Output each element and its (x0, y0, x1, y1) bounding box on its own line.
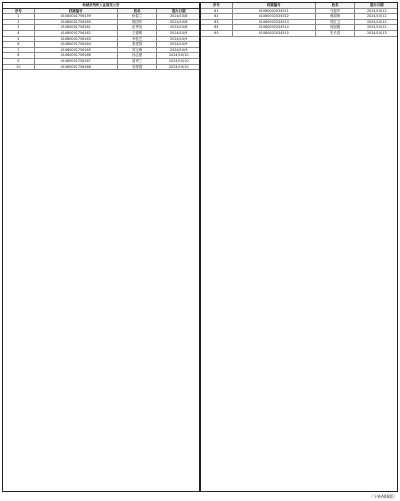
table-cell: 2024/10/10 (157, 65, 199, 70)
table-cell: 王德明 (118, 31, 158, 36)
notice-page (2, 2, 398, 492)
table-cell: 41080001756160 (35, 20, 118, 25)
table-cell: 41080002034515 (233, 31, 316, 36)
table-cell: 2024/10/9 (157, 31, 199, 36)
table-cell: 档案编号 (233, 3, 316, 8)
table-cell: 杨春兰 (118, 14, 158, 19)
table-cell: 41080002034512 (233, 14, 316, 19)
table-cell: 李桂芝 (118, 37, 158, 42)
table-cell: 序号 (3, 9, 35, 14)
table-row (201, 31, 397, 37)
table-cell: 1 (3, 14, 35, 19)
table-cell: 档案编号 (35, 9, 118, 14)
table-cell: 65 (201, 31, 233, 36)
table-cell: 郑红卫 (316, 20, 356, 25)
table-cell: 2024/10/13 (355, 31, 397, 36)
table-cell: 黄淑珍 (316, 14, 356, 19)
table-cell: 陈国华 (118, 20, 158, 25)
table-cell: 6 (3, 42, 35, 47)
table-cell: 41080002034514 (233, 25, 316, 30)
table-cell: 41080002034511 (233, 9, 316, 14)
table-cell: 2 (3, 20, 35, 25)
table-cell: 马振华 (316, 9, 356, 14)
table-cell: 41080001756166 (35, 53, 118, 58)
table-cell: 41080001756163 (35, 37, 118, 42)
table-cell: 2024/10/10 (157, 53, 199, 58)
table-cell: 2024/10/12 (355, 14, 397, 19)
table-cell: 4 (3, 31, 35, 36)
table-cell: 41080001756165 (35, 48, 118, 53)
table-cell: 周秀兰 (118, 59, 158, 64)
table-cell: 朱长春 (316, 31, 356, 36)
table-cell: 刘玉梅 (118, 48, 158, 53)
table-cell: 2024/10/12 (355, 9, 397, 14)
table-cell: 41080001756161 (35, 25, 118, 30)
table-cell: 63 (201, 20, 233, 25)
table-cell: 2024/10/9 (157, 37, 199, 42)
table-cell: 41080001756167 (35, 59, 118, 64)
table-cell: 62 (201, 14, 233, 19)
table-cell: 序号 (201, 3, 233, 8)
table-cell: 5 (3, 37, 35, 42)
continued-note: （下转A06版） (369, 494, 397, 499)
register-column (200, 2, 398, 492)
table-cell: 姓名 (316, 3, 356, 8)
table-cell: 2024/10/12 (355, 20, 397, 25)
table-cell: 8 (3, 53, 35, 58)
table-cell: 3 (3, 25, 35, 30)
table-cell: 61 (201, 9, 233, 14)
table-cell: 10 (3, 65, 35, 70)
table-cell: 张建国 (118, 42, 158, 47)
table-cell: 41080001756159 (35, 14, 118, 19)
table-cell: 签办日期 (157, 9, 199, 14)
table-cell: 吴保国 (118, 65, 158, 70)
table-cell: 2024/10/9 (157, 48, 199, 53)
table-cell: 41080002034513 (233, 20, 316, 25)
table-cell: 2024/10/8 (157, 14, 199, 19)
table-cell: 赵秀英 (118, 25, 158, 30)
table-cell: 41080001756168 (35, 65, 118, 70)
table-cell: 2024/10/8 (157, 25, 199, 30)
table-cell: 9 (3, 59, 35, 64)
table-cell: 41080001756164 (35, 42, 118, 47)
table-cell: 孙志强 (118, 53, 158, 58)
table-cell: 签办日期 (355, 3, 397, 8)
table-cell: 64 (201, 25, 233, 30)
table-cell: 姓名 (118, 9, 158, 14)
table-cell: 2024/10/10 (157, 59, 199, 64)
section-title: 柘城县残疾人证核发公告 (3, 3, 199, 9)
table-cell: 2024/10/9 (157, 42, 199, 47)
table-cell: 7 (3, 48, 35, 53)
table-row (3, 65, 199, 71)
register-column (2, 2, 200, 492)
table-cell: 41080001756162 (35, 31, 118, 36)
table-cell: 何丽娟 (316, 25, 356, 30)
table-cell: 2024/10/8 (157, 20, 199, 25)
table-cell: 2024/10/12 (355, 25, 397, 30)
